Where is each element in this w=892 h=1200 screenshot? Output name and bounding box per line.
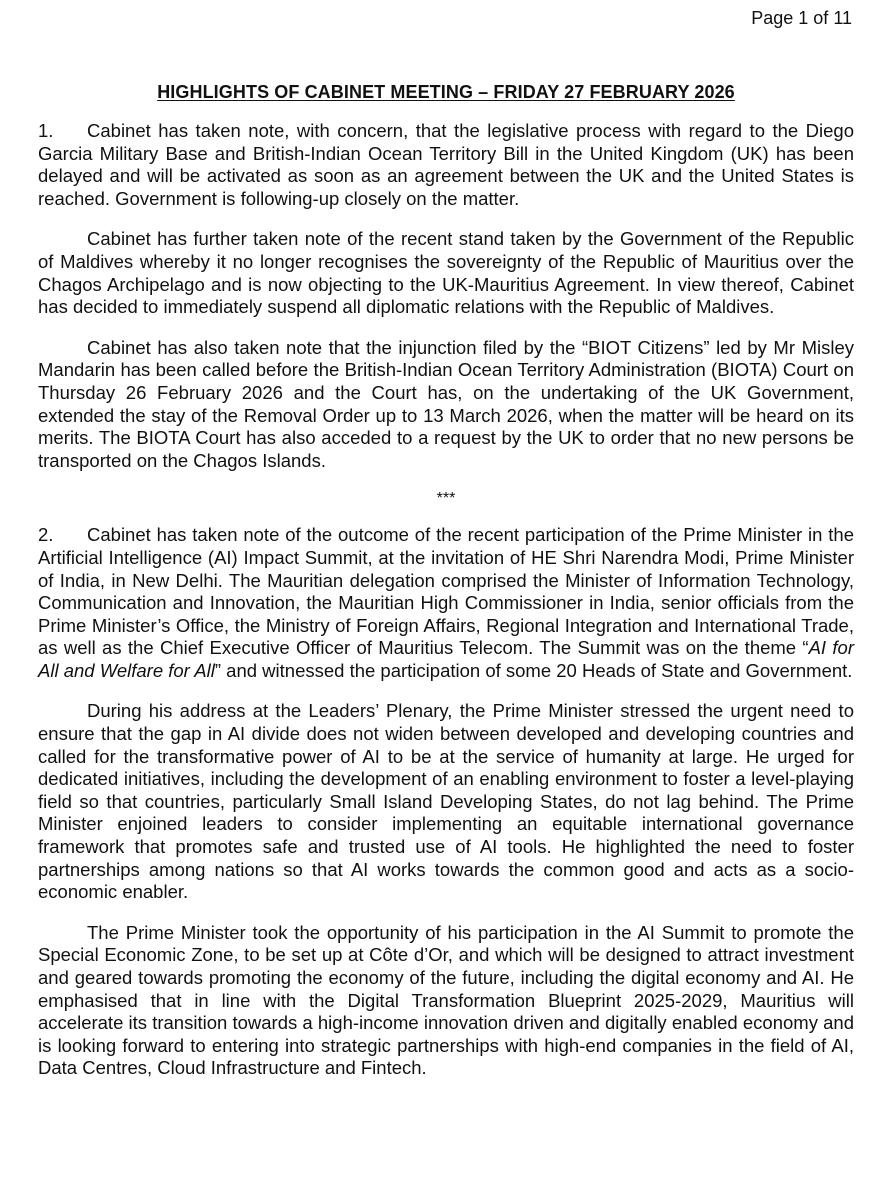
section-1-paragraph-1-text: Cabinet has taken note, with concern, that the legislative process with regard to the Diego Garcia Military Base and British-Indian Ocean Territory Bill in the United Kingdom (UK) has been delayed and will be activated as soon as an agreement between the UK and the United States is reached. Government is following-up closely on the matter. [38, 120, 854, 209]
section-1-paragraph-1 [38, 120, 854, 210]
section-2-number: 2. [38, 524, 54, 546]
page-title: HIGHLIGHTS OF CABINET MEETING – FRIDAY 27 FEBRUARY 2026 [157, 82, 735, 102]
section-1-number: 1. [38, 120, 54, 141]
section-1-paragraph-3: Cabinet has also taken note that the injunction filed by the “BIOT Citizens” led by Mr Misley Mandarin has been called before the British-Indian Ocean Territory Administration (BIOTA) Court on Thursday 26 February 2026 and the Court has, on the undertaking of the UK Government, extended the stay of the Removal Order up to 13 March 2026, when the matter will be heard on its merits. The BIOTA Court has also acceded to a request by the UK to order that no new persons be transported on the Chagos Islands. [38, 336, 854, 471]
section-2-paragraph-1-text-b: ” and witnessed the participation of some 20 Heads of State and Government. [214, 659, 853, 681]
document-body [38, 120, 854, 1098]
section-2-paragraph-1 [38, 524, 854, 682]
section-2-paragraph-3: The Prime Minister took the opportunity of his participation in the AI Summit to promote the Special Economic Zone, to be set up at Côte d’Or, and which will be designed to attract investment and geared towards promoting the economy of the future, including the digital economy and AI. He emphasised that in line with the Digital Transformation Blueprint 2025-2029, Mauritius will accelerate its transition towards a high-income innovation driven and digitally enabled economy and is looking forward to entering into strategic partnerships with high-end companies in the field of AI, Data Centres, Cloud Infrastructure and Fintech. [38, 921, 854, 1079]
section-separator: *** [436, 490, 456, 508]
page-number: Page 1 of 11 [751, 8, 852, 28]
section-1-paragraph-2: Cabinet has further taken note of the recent stand taken by the Government of the Republic of Maldives whereby it no longer recognises the sovereignty of the Republic of Mauritius over the Chagos Archipelago and is now objecting to the UK-Mauritius Agreement. In view thereof, Cabinet has decided to immediately suspend all diplomatic relations with the Republic of Maldives. [38, 228, 854, 318]
section-2-paragraph-1-text-a: Cabinet has taken note of the outcome of the recent participation of the Prime Minister in the Artificial Intelligence (AI) Impact Summit, at the invitation of HE Shri Narendra Modi, Prime Minister of India, in New Delhi. The Mauritian delegation comprised the Minister of Information Technology, Communication and Innovation, the Mauritian High Commissioner in India, senior officials from the Prime Minister’s Office, the Ministry of Foreign Affairs, Regional Integration and International Trade, as well as the Chief Executive Officer of Mauritius Telecom. The Summit was on the theme “ [38, 524, 854, 659]
summit-theme: AI for All and Welfare for All [38, 637, 854, 681]
section-2-paragraph-2: During his address at the Leaders’ Plenary, the Prime Minister stressed the urgent need to ensure that the gap in AI divide does not widen between developed and developing countries and called for the transformative power of AI to be at the service of humanity at large. He urged for dedicated initiatives, including the development of an enabling environment to foster a level-playing field so that countries, particularly Small Island Developing States, do not lag behind. The Prime Minister enjoined leaders to consider implementing an equitable international governance framework that promotes safe and trusted use of AI tools. He highlighted the need to foster partnerships among nations so that AI works towards the common good and acts as a socio-economic enabler. [38, 700, 854, 903]
